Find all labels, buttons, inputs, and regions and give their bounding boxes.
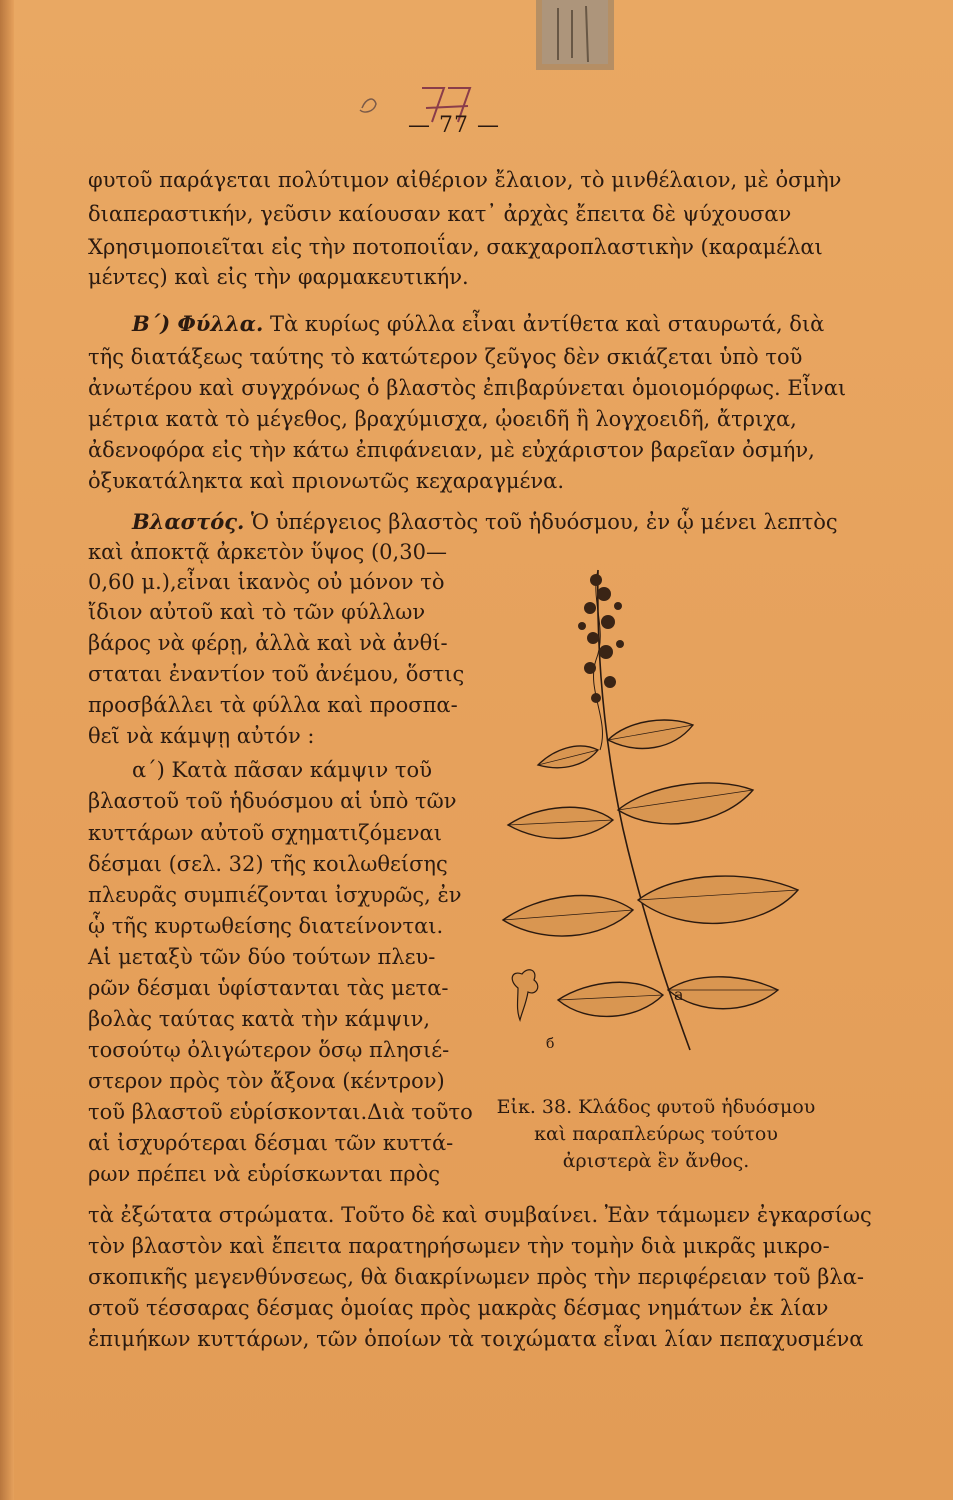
text-line: τὰ ἐξώτατα στρώματα. Τοῦτο δὲ καὶ συμβαίνει. Ἐὰν τάμωμεν ἐγκαρσίως [88,1203,872,1227]
text-line: φυτοῦ παράγεται πολύτιμον αἰθέριον ἔλαιον, τὸ μινθέλαιον, μὲ ὀσμὴν [88,168,842,192]
text-line: καὶ ἀποκτᾷ ἀρκετὸν ὕψος (0,30— [88,540,447,564]
text-line: ρων πρέπει νὰ εὑρίσκωνται πρὸς [88,1162,440,1186]
text-span: Ὁ ὑπέργειος βλαστὸς τοῦ ἡδυόσμου, ἐν ᾧ μένει λεπτὸς [251,510,838,534]
text-line: α΄) Κατὰ πᾶσαν κάμψιν τοῦ [132,758,432,782]
text-line: ἐπιμήκων κυττάρων, τῶν ὁποίων τὰ τοιχώματα εἶναι λίαν πεπαχυσμένα [88,1327,864,1351]
text-line: προσβάλλει τὰ φύλλα καὶ προσπα- [88,693,458,717]
text-line: βάρος νὰ φέρῃ, ἀλλὰ καὶ νὰ ἀνθί- [88,631,448,655]
text-line: μέντες) καὶ εἰς τὴν φαρμακευτικήν. [88,265,469,289]
text-line: ἴδιον αὐτοῦ καὶ τὸ τῶν φύλλων [88,600,426,624]
text-line: τῆς διατάξεως ταύτης τὸ κατώτερον ζεῦγος δὲν σκιάζεται ὑπὸ τοῦ [88,345,803,369]
text-line: αἱ ἰσχυρότεραι δέσμαι τῶν κυττά- [88,1131,454,1155]
text-line: βολὰς ταύτας κατὰ τὴν κάμψιν, [88,1007,431,1031]
text-line: ᾧ τῆς κυρτωθείσης διατείνονται. [88,914,444,938]
text-line: Χρησιμοποιεῖται εἰς τὴν ποτοποιΐαν, σακχαροπλαστικὴν (καραμέλαι [88,235,823,259]
section-heading-stem: Βλαστός. [132,509,245,534]
figure-caption-line: καὶ παραπλεύρως τούτου [534,1123,778,1145]
text-line: δέσμαι (σελ. 32) τῆς κοιλωθείσης [88,852,448,876]
section-heading-leaves: Β΄) Φύλλα. [132,311,264,336]
text-line: ἀδενοφόρα εἰς τὴν κάτω ἐπιφάνειαν, μὲ εὐχάριστον βαρεῖαν ὀσμήν, [88,438,815,462]
text-line: Αἱ μεταξὺ τῶν δύο τούτων πλευ- [88,945,436,969]
text-line: 0,60 μ.),εἶναι ἱκανὸς οὐ μόνον τὸ [88,570,445,594]
text-line: σταται ἐναντίον τοῦ ἀνέμου, ὅστις [88,662,465,686]
paragraph-leaves-first-line [132,310,837,338]
mint-branch-figure [478,550,848,1090]
figure-caption-line: Εἰκ. 38. Κλάδος φυτοῦ ἡδυόσμου [496,1096,816,1118]
text-line: τὸν βλαστὸν καὶ ἔπειτα παρατηρήσωμεν τὴν τομὴν διὰ μικρᾶς μικρο- [88,1234,830,1258]
text-line: κυττάρων αὐτοῦ σχηματιζόμεναι [88,821,442,845]
text-line: στερον πρὸς τὸν ἄξονα (κέντρον) [88,1069,445,1093]
text-line: ὀξυκατάληκτα καὶ πριονωτῶς κεχαραγμένα. [88,469,565,493]
text-line: σκοπικῆς μεγενθύνσεως, θὰ διακρίνωμεν πρὸς τὴν περιφέρειαν τοῦ βλα- [88,1265,864,1289]
text-line: μέτρια κατὰ τὸ μέγεθος, βραχύμισχα, ᾠοειδῆ ἢ λογχοειδῆ, ἄτριχα, [88,407,797,431]
figure-label-b: б [546,1036,555,1052]
mint-branch-illustration [478,550,848,1090]
text-line: θεῖ νὰ κάμψῃ αὐτόν : [88,724,315,748]
text-line: τοῦ βλαστοῦ εὑρίσκονται.Διὰ τοῦτο [88,1100,473,1124]
paragraph-stem-first-line [132,508,837,536]
text-line: ἀνωτέρου καὶ συγχρόνως ὁ βλαστὸς ἐπιβαρύνεται ὁμοιομόρφως. Εἶναι [88,376,847,400]
text-line: τοσούτῳ ὀλιγώτερον ὅσῳ πλησιέ- [88,1038,450,1062]
page-number: — 77 — [408,113,500,138]
archive-stamp-icon [528,0,620,74]
page-edge-shadow [0,0,14,1500]
text-line: πλευρᾶς συμπιέζονται ἰσχυρῶς, ἐν [88,883,462,907]
text-line: στοῦ τέσσαρας δέσμας ὁμοίας πρὸς μακρὰς δέσμας νημάτων ἐκ λίαν [88,1296,829,1320]
text-line: βλαστοῦ τοῦ ἡδυόσμου αἱ ὑπὸ τῶν [88,789,457,813]
text-line: διαπεραστικήν, γεῦσιν καίουσαν κατ᾽ ἀρχὰς ἔπειτα δὲ ψύχουσαν [88,202,792,226]
figure-caption-line: ἀριστερὰ ἓν ἄνθος. [562,1150,750,1172]
figure-label-a: a [674,985,684,1004]
text-line: ρῶν δέσμαι ὑφίστανται τὰς μετα- [88,976,449,1000]
text-span: Τὰ κυρίως φύλλα εἶναι ἀντίθετα καὶ σταυρωτά, διὰ [269,312,825,336]
